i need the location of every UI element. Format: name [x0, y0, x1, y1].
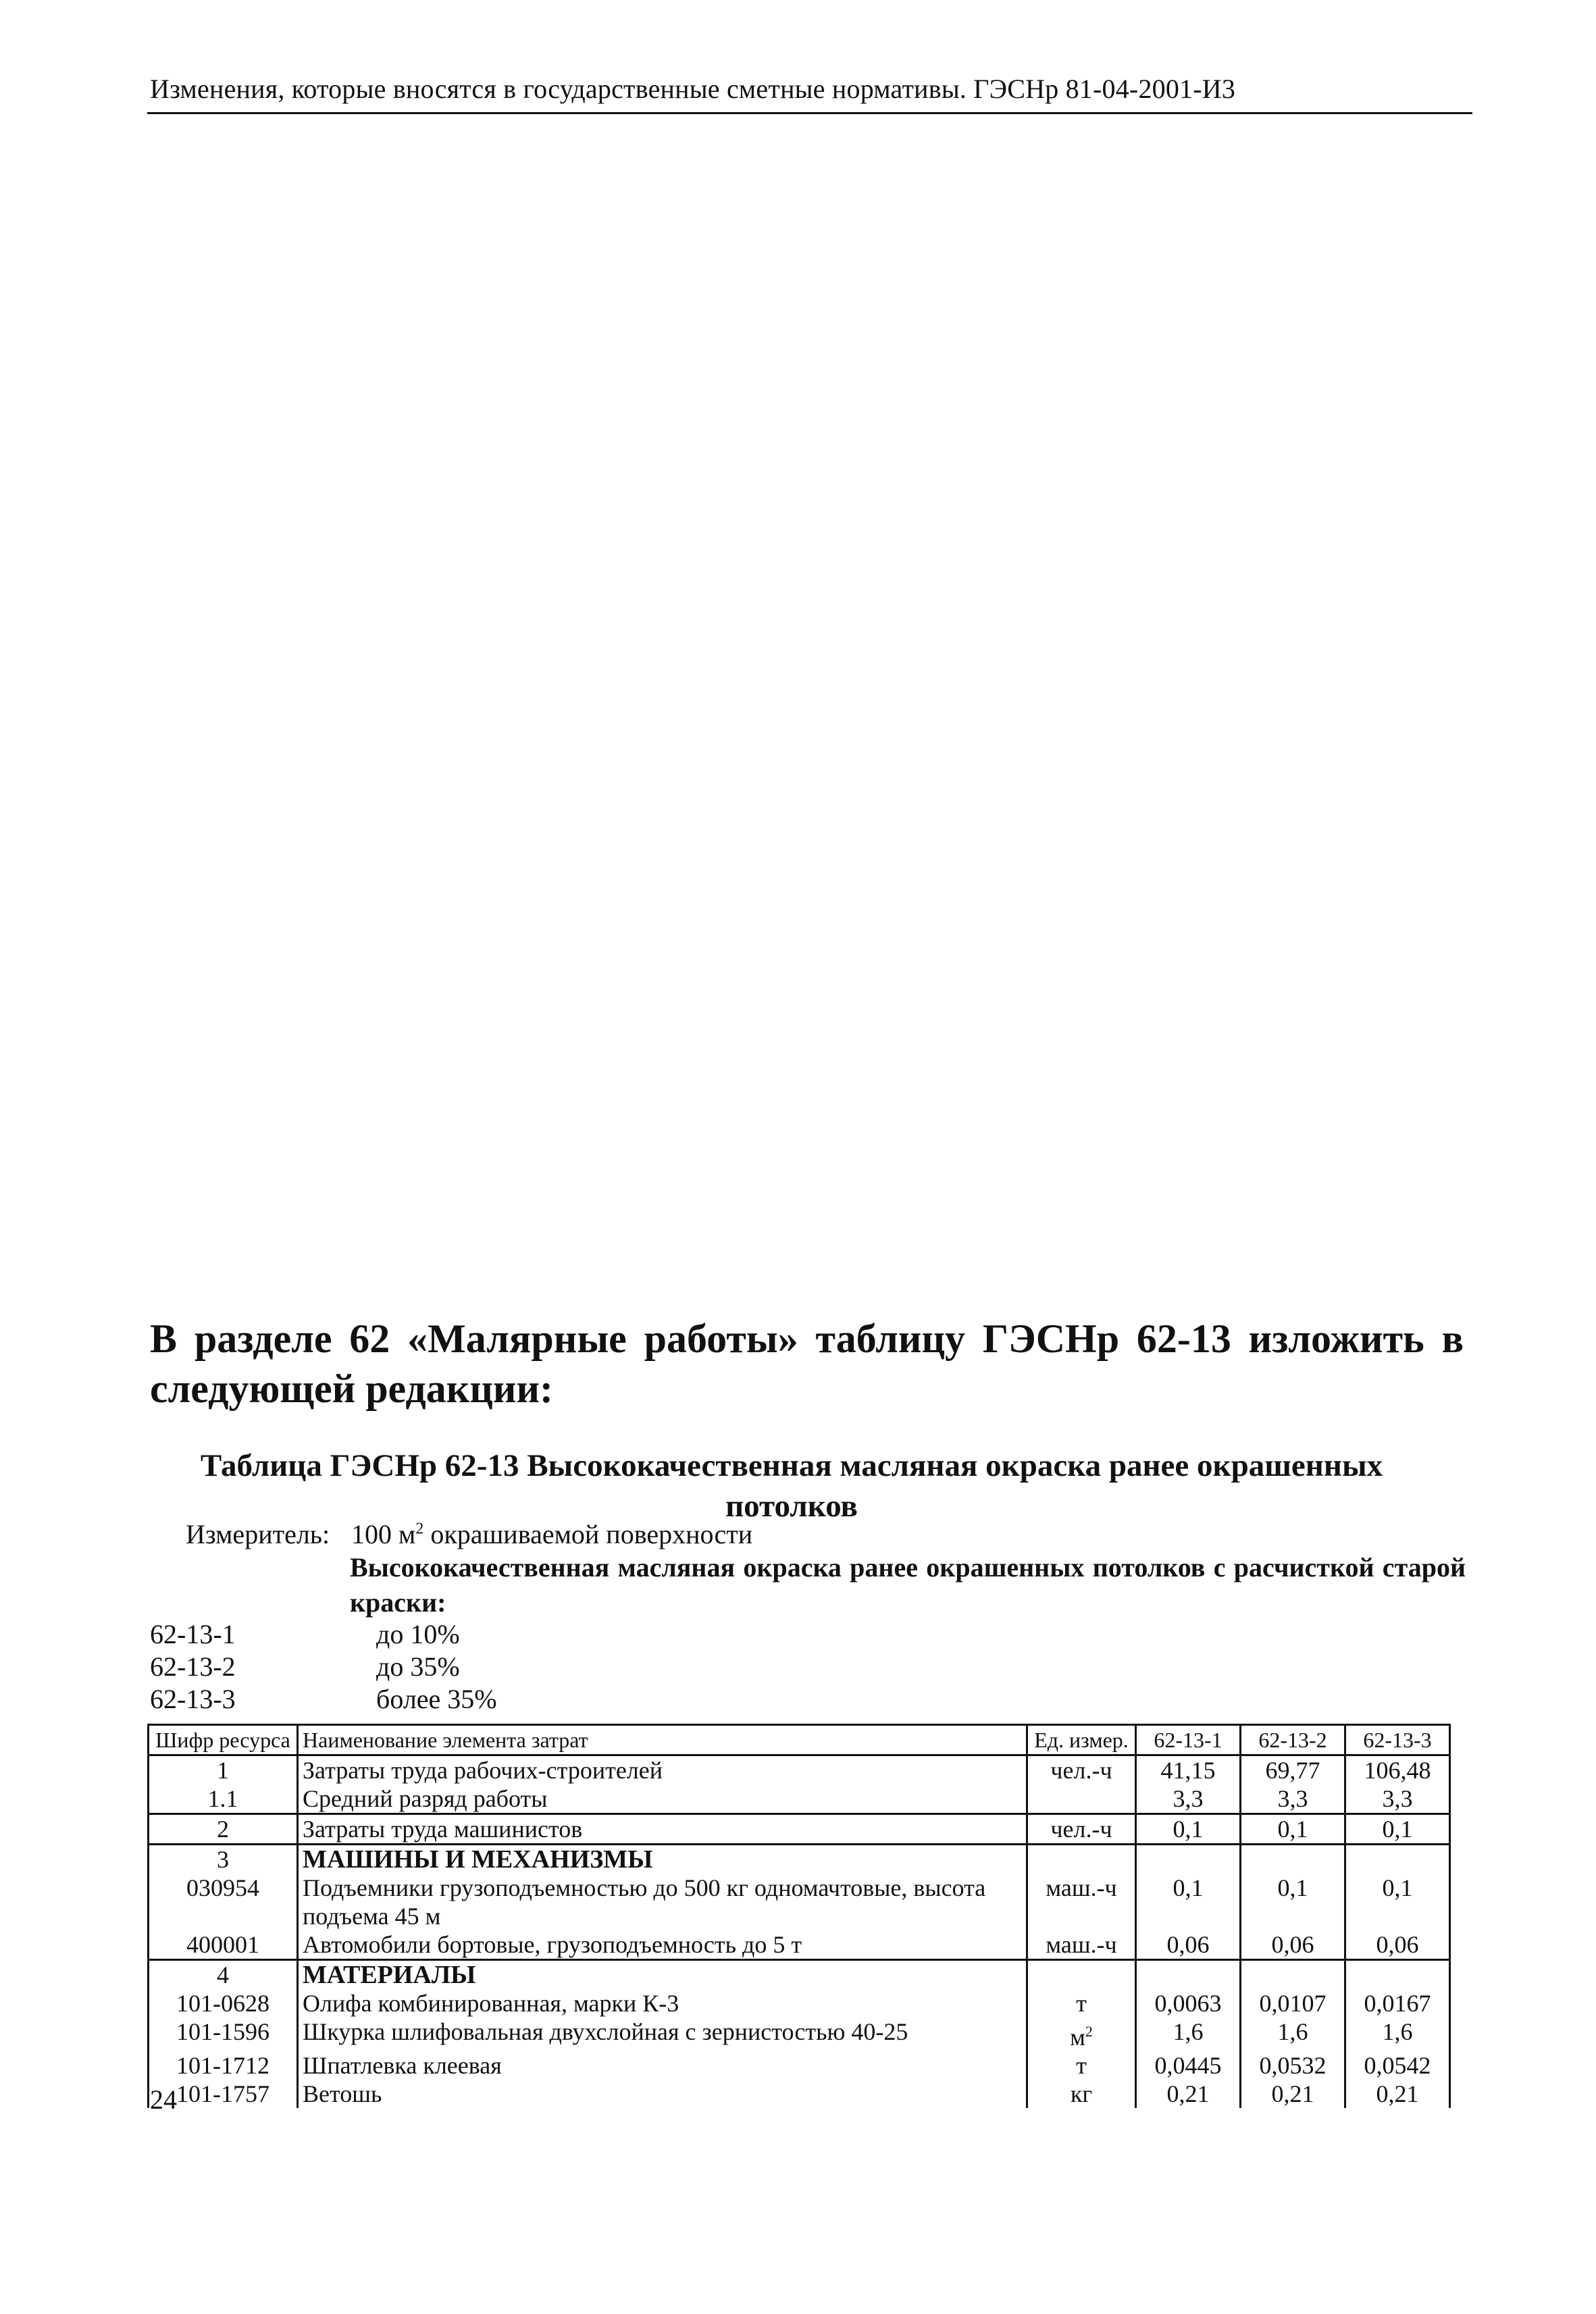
cell-v3: 0,1	[1345, 1874, 1450, 1930]
header-v1: 62-13-1	[1136, 1725, 1241, 1755]
table-row	[149, 1989, 1450, 2017]
variant-desc: до 10%	[376, 1619, 460, 1649]
cell-v1: 1,6	[1136, 2017, 1241, 2051]
running-header: Изменения, которые вносятся в государственные сметные нормативы. ГЭСНр 81-04-2001-И3	[150, 74, 1236, 104]
cell-name: Средний разряд работы	[298, 1784, 1027, 1814]
table-row	[149, 2080, 1450, 2108]
cell-name: Затраты труда рабочих-строителей	[298, 1755, 1027, 1785]
section-heading: В разделе 62 «Малярные работы» таблицу ГЭСНр 62-13 изложить в следующей редакции:	[150, 1316, 1464, 1411]
variant-code: 62-13-3	[150, 1684, 236, 1714]
header-code: Шифр ресурса	[149, 1725, 298, 1755]
cell-code: 030954	[149, 1874, 298, 1930]
cell-v3: 0,21	[1345, 2080, 1450, 2108]
cell-v2: 0,1	[1241, 1874, 1345, 1930]
variant-desc: более 35%	[376, 1684, 497, 1714]
variant-code: 62-13-1	[150, 1619, 236, 1649]
table-row	[149, 1930, 1450, 1960]
cell-v2: 3,3	[1241, 1784, 1345, 1814]
cell-v3: 0,06	[1345, 1930, 1450, 1960]
table-section-row	[149, 1960, 1450, 1990]
measure-value	[351, 1518, 752, 1550]
header-unit: Ед. измер.	[1027, 1725, 1136, 1755]
cell-v2: 1,6	[1241, 2017, 1345, 2051]
header-v2: 62-13-2	[1241, 1725, 1345, 1755]
cell-v2: 0,06	[1241, 1930, 1345, 1960]
cell-v2: 0,0532	[1241, 2051, 1345, 2080]
cell-code: 101-1712	[149, 2051, 298, 2080]
table-title: Таблица ГЭСНр 62-13 Высококачественная масляная окраска ранее окрашенных потолков	[200, 1448, 1383, 1524]
measure-label: Измеритель:	[186, 1519, 330, 1549]
cell-v3: 0,0542	[1345, 2051, 1450, 2080]
variant-code: 62-13-2	[150, 1651, 236, 1682]
variant-desc: до 35%	[376, 1651, 460, 1682]
table-header-row	[149, 1725, 1450, 1755]
cell-code: 101-1596	[149, 2017, 298, 2051]
cell-v3: 0,1	[1345, 1814, 1450, 1845]
cell-code: 4	[149, 1960, 298, 1990]
cell-code: 2	[149, 1814, 298, 1845]
cell-code: 400001	[149, 1930, 298, 1960]
cell-v3: 0,0167	[1345, 1989, 1450, 2017]
cell-unit	[1027, 1784, 1136, 1814]
header-rule	[147, 112, 1472, 114]
cell-name: Затраты труда машинистов	[298, 1814, 1027, 1845]
cell-unit: маш.-ч	[1027, 1930, 1136, 1960]
cell-v2	[1241, 1960, 1345, 1990]
header-name: Наименование элемента затрат	[298, 1725, 1027, 1755]
cell-code: 3	[149, 1845, 298, 1874]
page-number: 24	[150, 2084, 177, 2115]
table-row	[149, 2017, 1450, 2051]
cell-section-name: МАШИНЫ И МЕХАНИЗМЫ	[298, 1845, 1027, 1874]
table-section-row	[149, 1845, 1450, 1874]
cell-unit: чел.-ч	[1027, 1755, 1136, 1785]
measure-value-suffix: окрашиваемой поверхности	[423, 1519, 753, 1549]
cell-v1: 0,21	[1136, 2080, 1241, 2108]
cell-v2: 0,1	[1241, 1814, 1345, 1845]
cell-v1: 41,15	[1136, 1755, 1241, 1785]
header-v3: 62-13-3	[1345, 1725, 1450, 1755]
cell-v1: 0,1	[1136, 1874, 1241, 1930]
cell-v2	[1241, 1845, 1345, 1874]
cell-code: 101-0628	[149, 1989, 298, 2017]
measure-value-sup: 2	[415, 1520, 424, 1538]
cell-v3	[1345, 1845, 1450, 1874]
cell-unit	[1027, 2017, 1136, 2051]
cell-name: Подъемники грузоподъемностью до 500 кг одномачтовые, высота подъема 45 м	[298, 1874, 1027, 1930]
cell-code: 1.1	[149, 1784, 298, 1814]
cell-unit	[1027, 1845, 1136, 1874]
variant-heading: Высококачественная масляная окраска ранее окрашенных потолков с расчисткой старой краски:	[350, 1552, 1466, 1618]
cell-v2: 0,0107	[1241, 1989, 1345, 2017]
cell-name: Ветошь	[298, 2080, 1027, 2108]
cell-v3: 3,3	[1345, 1784, 1450, 1814]
cell-v2: 0,21	[1241, 2080, 1345, 2108]
table-row	[149, 1814, 1450, 1845]
table-row	[149, 2051, 1450, 2080]
cell-v3: 1,6	[1345, 2017, 1450, 2051]
cell-unit	[1027, 1960, 1136, 1990]
cell-code: 101-1757	[149, 2080, 298, 2108]
cell-v1: 0,0063	[1136, 1989, 1241, 2017]
cell-v3	[1345, 1960, 1450, 1990]
cell-unit: т	[1027, 1989, 1136, 2017]
cell-v1	[1136, 1845, 1241, 1874]
cell-unit: т	[1027, 2051, 1136, 2080]
cell-unit-text: м	[1070, 2024, 1085, 2051]
cell-name: Автомобили бортовые, грузоподъемность до 5 т	[298, 1930, 1027, 1960]
table-row	[149, 1784, 1450, 1814]
cell-name: Шпатлевка клеевая	[298, 2051, 1027, 2080]
cell-section-name: МАТЕРИАЛЫ	[298, 1960, 1027, 1990]
cell-v1: 0,1	[1136, 1814, 1241, 1845]
cell-unit: чел.-ч	[1027, 1814, 1136, 1845]
table-row	[149, 1755, 1450, 1785]
cell-unit-sup: 2	[1085, 2023, 1093, 2040]
measure-value-prefix: 100 м	[351, 1519, 416, 1549]
cell-v2: 69,77	[1241, 1755, 1345, 1785]
cell-name: Шкурка шлифовальная двухслойная с зернистостью 40-25	[298, 2017, 1027, 2051]
table-row	[149, 1874, 1450, 1930]
cell-v1	[1136, 1960, 1241, 1990]
cell-v1: 0,06	[1136, 1930, 1241, 1960]
cell-v1: 3,3	[1136, 1784, 1241, 1814]
cell-unit: маш.-ч	[1027, 1874, 1136, 1930]
cell-v3: 106,48	[1345, 1755, 1450, 1785]
cell-unit: кг	[1027, 2080, 1136, 2108]
resource-table	[147, 1724, 1451, 2108]
cell-name: Олифа комбинированная, марки К-3	[298, 1989, 1027, 2017]
cell-v1: 0,0445	[1136, 2051, 1241, 2080]
cell-code: 1	[149, 1755, 298, 1785]
